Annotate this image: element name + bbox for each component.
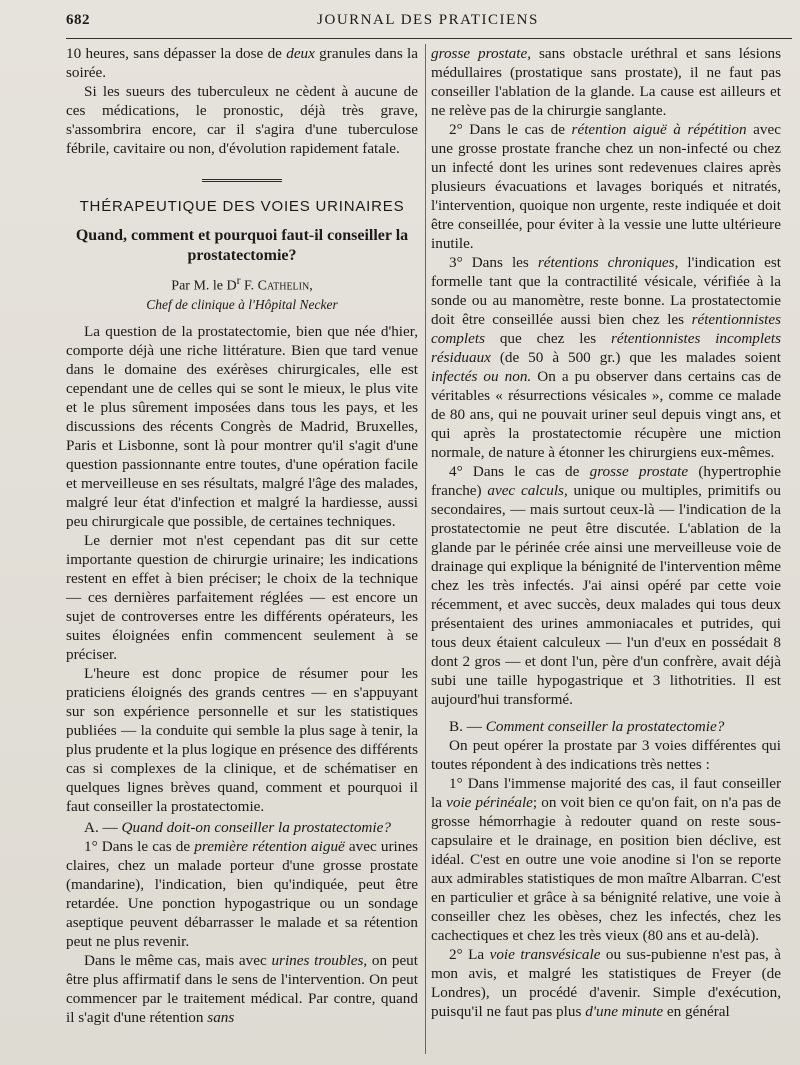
- right-paragraph-3: 3° Dans les rétentions chroniques, l'indication est formelle tant que la contractilité vésicale, vérifiée à la sonde ou au manomètre, reste bonne. La prostatectomie doit être conseillée aussi bien chez les rétentionnistes complets que chez les rétentionnistes incomplets résiduaux (de 50 à 500 gr.) que les malades soient infectés ou non. On a pu observer dans certains cas de véritables « résurrections vésicales », comme ce malade de 80 ans, qui ne pouvait uriner seul depuis vingt ans, et qui après la prostatectomie récupère une miction normale, de nature à étonner les chirurgiens eux-mêmes.: [431, 254, 782, 461]
- subheading-b: B. — Comment conseiller la prostatectomie?: [449, 718, 725, 735]
- paragraph-4: 1° Dans le cas de première rétention aiguë avec urines claires, chez un malade porteur d'une grosse prostate (mandarine), l'indication, bien qu'indiquée, peut être retardée. Une ponction hypogastrique ou un sondage aseptique peuvent débarrasser le malade et sa rétention peut ne plus revenir.: [66, 837, 418, 950]
- section-separator: [66, 170, 418, 189]
- right-paragraph-4: 4° Dans le cas de grosse prostate (hypertrophie franche) avec calculs, unique ou multiples, primitifs ou secondaires, — mais surtout ceux-là — l'indication de la prostatectomie ne peut être discutée. L'ablation de la glande par le périnée crée ainsi une merveilleuse voie de drainage qui explique la bénignité de l'intervention même chez les très infectés. J'ai ainsi opéré par cette voie récemment, et avec succès, deux malades qui tous deux présentaient des urines ammoniacales et putrides, qui tous deux étaient calculeux — l'un d'eux en possédait 8 dont 2 gros — et dont l'un, père d'un confrère, avait déjà subi une taille hypogastrique et 3 lithotrities. Il est aujourd'hui transformé.: [431, 463, 782, 708]
- intro-paragraph-2: Si les sueurs des tuberculeux ne cèdent à aucune de ces médications, le pronostic, déjà très grave, s'assombrira encore, car il s'agira d'une tuberculose fébrile, cavitaire ou non, d'évolution rapidement fatale.: [66, 83, 418, 157]
- left-column: [66, 44, 418, 1027]
- section-title: THÉRAPEUTIQUE DES VOIES URINAIRES: [79, 198, 405, 215]
- paragraph-1: La question de la prostatectomie, bien que née d'hier, comporte déjà une riche littérature. Bien que tard venue dans le domaine des exérèses chirurgicales, elle est cependant une de celles qui se sont le mieux, le plus vite et le plus sûrement imposées dans tous les pays, et les discussions des récents Congrès de Madrid, Bruxelles, Paris et Lisbonne, sont là pour montrer qu'il s'agit d'une question passionnante entre toutes, d'une opération facile et merveilleuse en ses résultats, malgré l'âge des malades, malgré leur état d'infection et malgré la hardiesse, aussi peu chirurgicale que possible, de certaines techniques.: [66, 322, 418, 530]
- right-paragraph-7: 2° La voie transvésicale ou sus-pubienne n'est pas, à mon avis, et malgré les statistiques de Freyer (de Londres), un procédé d'avenir. Simple d'exécution, puisqu'il ne faut pas plus d'une minute en général: [431, 946, 781, 1020]
- page-number: 682: [66, 12, 90, 28]
- subheading-a: A. — Quand doit-on conseiller la prostatectomie?: [84, 818, 391, 836]
- article-title: Quand, comment et pourquoi faut-il conseiller la prostatectomie?: [75, 227, 409, 264]
- header-rule: [66, 38, 792, 39]
- paragraph-5: Dans le même cas, mais avec urines troubles, on peut être plus affirmatif dans le sens de l'intervention. On peut commencer par le traitement médical. Par contre, quand il s'agit d'une rétention sans: [66, 951, 418, 1026]
- right-paragraph-5: On peut opérer la prostate par 3 voies différentes qui toutes répondent à des indications très nettes :: [431, 737, 781, 773]
- page-header: [66, 10, 790, 34]
- right-column: [431, 44, 781, 1021]
- right-paragraph-1: grosse prostate, sans obstacle uréthral et sans lésions médullaires (prostatique sans prostate), il ne faut pas conseiller l'ablation de la glande. La cause est ailleurs et ne relève pas de la chirurgie sanglante.: [431, 45, 781, 119]
- paragraph-2: Le dernier mot n'est cependant pas dit sur cette importante question de chirurgie urinaire; les indications restent en effet à bien préciser; le choix de la technique — ces dernières parfaitement réglées — est encore un sujet de controverses entre les différents opérateurs, les suites éloignées enfin commencent seulement à se préciser.: [66, 531, 418, 663]
- paragraph-3: L'heure est donc propice de résumer pour les praticiens éloignés des grands centres — en s'appuyant sur son expérience personnelle et sur les statistiques publiées — la conduite qui semble la plus sage à tenir, la plus prudente et la plus logique en présence des différents cas si complexes de la clinique, et de schématiser en quelques lignes brèves quand, comment et pourquoi il faut conseiller la prostatectomie.: [66, 664, 418, 815]
- column-divider: [425, 44, 426, 1054]
- author-name: F. Cathelin,: [244, 278, 313, 294]
- right-paragraph-6: 1° Dans l'immense majorité des cas, il faut conseiller la voie périnéale; on voit bien ce qu'on fait, on n'a pas de grosse hémorrhagie à redouter quand on reste sous-capsulaire et le drainage, en position bien déclive, est idéal. C'est en outre une voie anodine si l'on se reporte aux admirables statistiques de mon maître Albarran. C'est en particulier et grâce à sa bénignité relative, une voie à conseiller chez les obèses, chez les infectés, chez les cachectiques et chez les très vieux (80 ans et au-delà).: [431, 775, 781, 944]
- author-affiliation: Chef de clinique à l'Hôpital Necker: [146, 296, 338, 312]
- journal-title: JOURNAL DES PRATICIENS: [317, 12, 539, 28]
- intro-paragraph-1: 10 heures, sans dépasser la dose de deux granules dans la soirée.: [66, 45, 419, 81]
- byline: Par M. le $D^r$ F. Cathelin,: [171, 274, 313, 294]
- right-paragraph-2: 2° Dans le cas de rétention aiguë à répétition avec une grosse prostate franche chez un non-infecté ou chez un infecté dont les urines sont redevenues claires après plusieurs évacuations et lavages boriqués et nitratés, l'intervention, quoique non urgente, reste indiquée et doit être conseillée, pour éviter à la vessie une lutte ultérieure inutile.: [431, 121, 781, 252]
